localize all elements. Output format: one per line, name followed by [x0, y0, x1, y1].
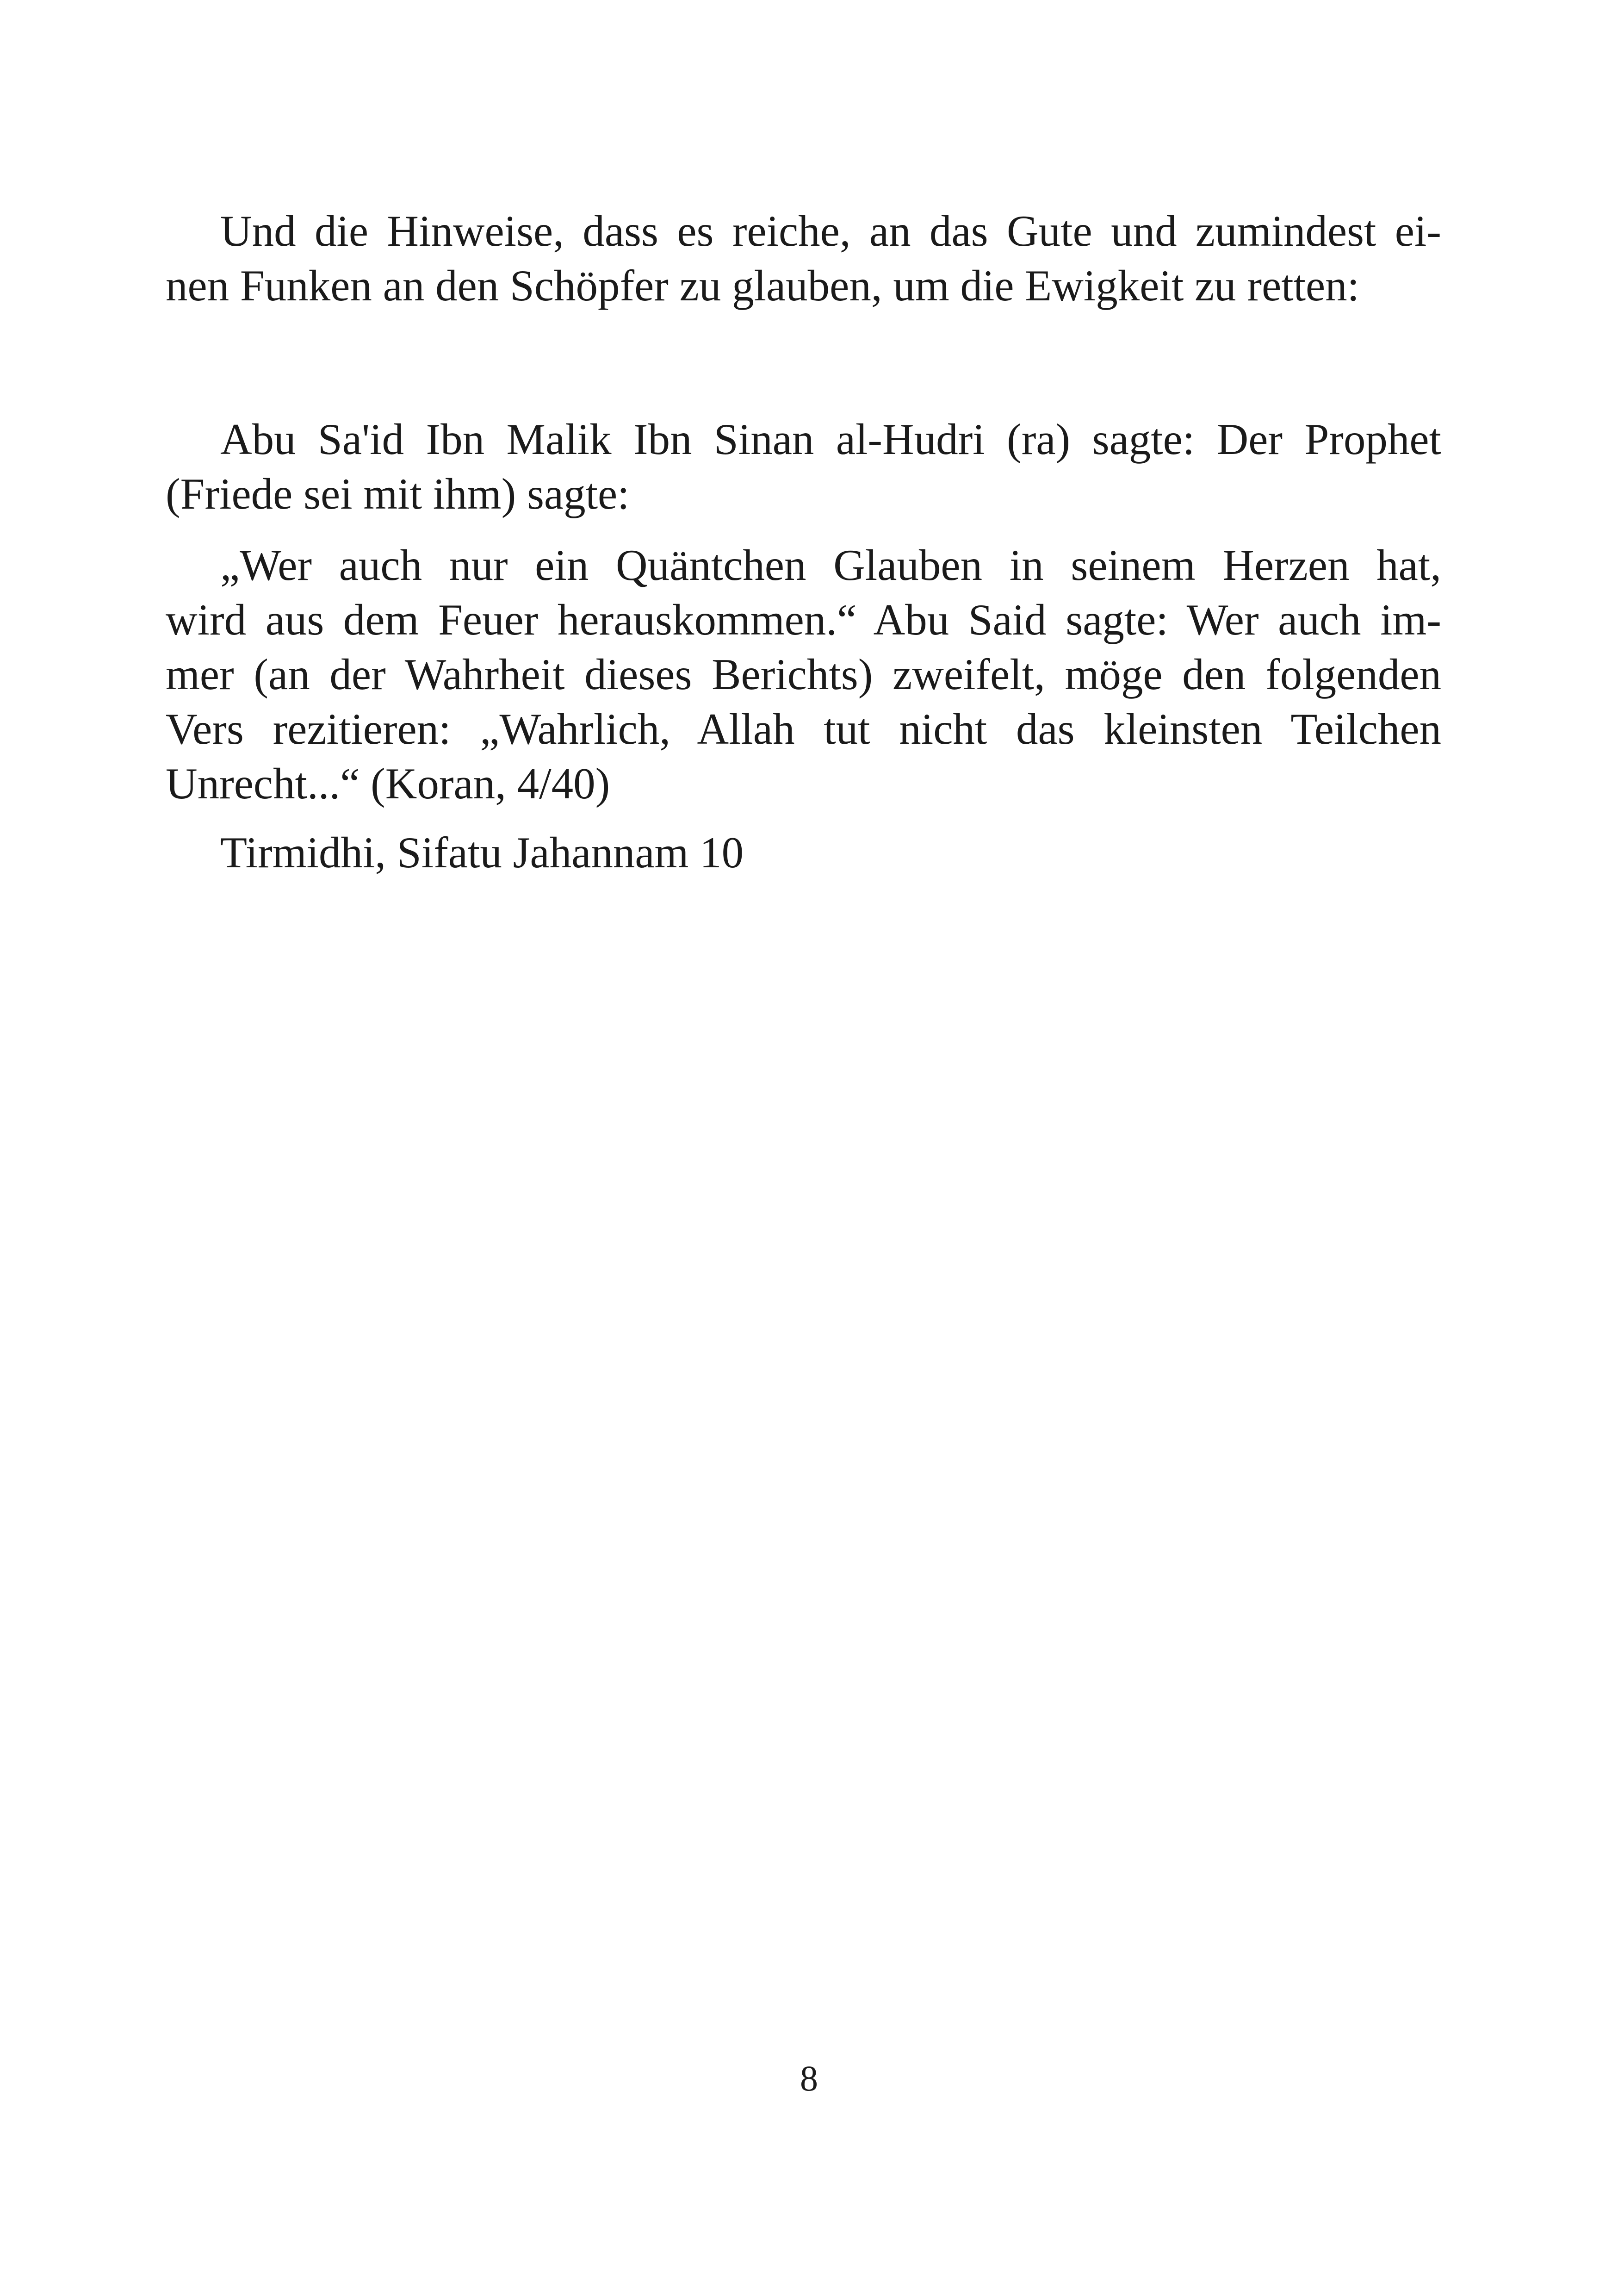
text-line: mer (an der Wahrheit dieses Berichts) zweifelt, möge den folgenden	[166, 650, 1441, 699]
paragraph-hadith-quote	[166, 538, 1441, 811]
text-line: nen Funken an den Schöpfer zu glauben, um die Ewigkeit zu retten:	[166, 261, 1360, 310]
text-line: „Wer auch nur ein Quäntchen Glauben in seinem Herzen hat,	[220, 541, 1441, 590]
paragraph-intro	[166, 204, 1441, 313]
text-line: Und die Hinweise, dass es reiche, an das Gute und zumindest ei-	[220, 206, 1441, 255]
paragraph-narrator	[166, 412, 1441, 521]
text-line: wird aus dem Feuer herauskommen.“ Abu Said sagte: Wer auch im-	[166, 595, 1441, 644]
page-number: 8	[800, 2058, 818, 2098]
text-line: (Friede sei mit ihm) sagte:	[166, 469, 630, 518]
text-line: Abu Sa'id Ibn Malik Ibn Sinan al-Hudri (ra) sagte: Der Prophet	[220, 415, 1441, 464]
text-line: Unrecht...“ (Koran, 4/40)	[166, 759, 610, 808]
text-line: Tirmidhi, Sifatu Jahannam 10	[220, 828, 744, 877]
paragraph-source-reference	[166, 825, 1441, 880]
text-line: Vers rezitieren: „Wahrlich, Allah tut nicht das kleinsten Teilchen	[166, 704, 1441, 753]
